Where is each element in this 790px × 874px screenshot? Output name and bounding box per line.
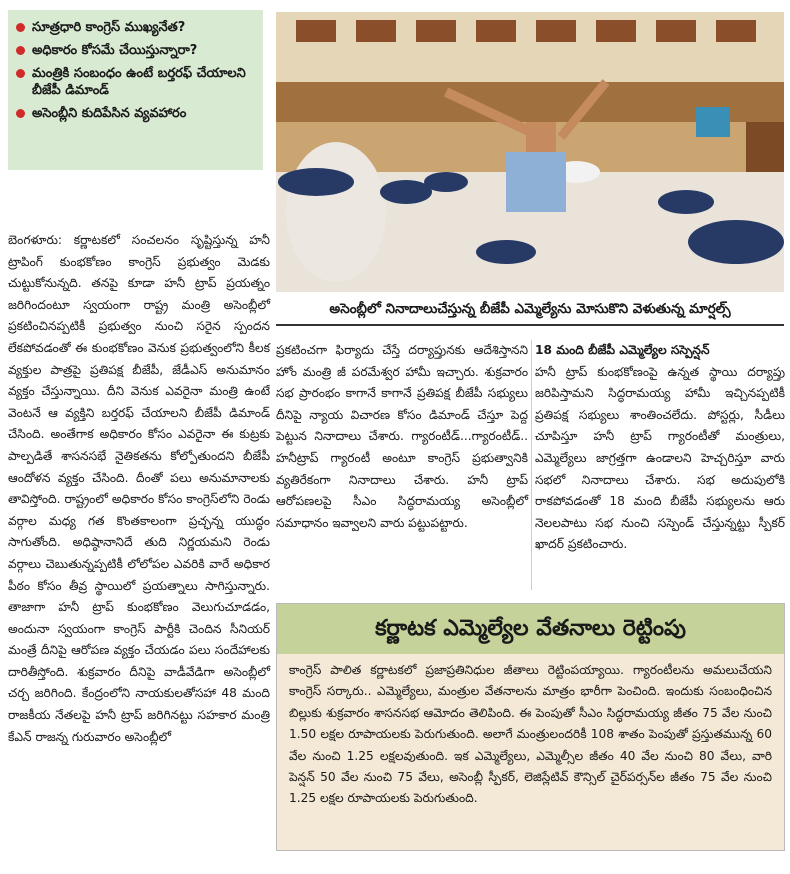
article-paragraph: హనీ ట్రాప్ కుంభకోణంపై ఉన్నత స్థాయి దర్యాప్తు జరిపిస్తామని సిద్ధరామయ్య హామీ ఇచ్చినప్పటికీ ప్రతిపక్ష సభ్యులు శాంతించలేదు. పోస్టర్లు, సీడీలు చూపిస్తూ హనీ ట్రాప్ గ్యారంటీతో మంత్రులు, ఎమ్మెల్యేలు జాగ్రత్తగా ఉండాలని హెచ్చరిస్తూ వారు సభలో నినాదాలు చేశారు. సభ అదుపులోకి రాకపోవడంతో 18 మంది బీజేపీ సభ్యులను ఆరు నెలలపాటు సభ నుంచి సస్పెండ్ చేస్తున్నట్టు స్పీకర్ ఖాదర్ ప్రకటించారు.: [535, 364, 785, 552]
subheading: 18 మంది బీజేపీ ఎమ్మెల్యేల సస్పెన్షన్: [535, 343, 710, 357]
bullet-dot-icon: [16, 23, 25, 32]
salary-hike-box: [276, 603, 785, 851]
box-body: కాంగ్రెస్ పాలిత కర్ణాటకలో ప్రజాప్రతినిధుల జీతాలు రెట్టింపయ్యాయి. గ్యారంటీలను అమలుచేయని కాంగ్రెస్ సర్కారు.. ఎమ్మెల్యేలు, మంత్రుల వేతనాలను మాత్రం భారీగా పెంచింది. ఇందుకు సంబంధించిన బిల్లుకు శుక్రవారం శాసనసభ ఆమోదం తెలిపింది. ఈ పెంపుతో సీఎం సిద్ధరామయ్య జీతం 75 వేల నుంచి 1.50 లక్షల రూపాయలకు పెరుగుతుంది. అలాగే మంత్రులందరికీ 108 శాతం పెంపుతో ప్రస్తుతమున్న 60 వేల నుంచి 1.25 లక్షలవుతుంది. ఇక ఎమ్మెల్యేలు, ఎమ్మెల్సీల జీతం 40 వేల నుంచి 80 వేలు, వారి పెన్షన్ 50 వేల నుంచి 75 వేలు, అసెంబ్లీ స్పీకర్, లెజిస్లేటివ్ కౌన్సిల్ చైర్‌పర్సన్‌ల జీతం 75 వేల నుంచి 1.25 లక్షల రూపాయలకు పెరుగుతుంది.: [277, 654, 784, 850]
box-title: కర్ణాటక ఎమ్మెల్యేల వేతనాలు రెట్టింపు: [277, 604, 784, 654]
bullet-dot-icon: [16, 69, 25, 78]
highlight-item: [8, 16, 263, 39]
article-column-3: [535, 340, 785, 556]
highlights-box: [8, 10, 263, 170]
highlight-text: అధికారం కోసమే చేయిస్తున్నారా?: [32, 43, 198, 58]
bullet-dot-icon: [16, 46, 25, 55]
article-paragraph: బెంగళూరు: కర్ణాటకలో సంచలనం సృష్టిస్తున్న హనీ ట్రాపింగ్ కుంభకోణం కాంగ్రెస్ ప్రభుత్వం మెడకు చుట్టుకోనున్నది. తనపై కూడా హనీ ట్రాప్ ప్రయత్నం జరిగిందంటూ స్వయంగా రాష్ట్ర మంత్రి అసెంబ్లీలో ప్రకటించినప్పటికీ ప్రభుత్వం నుంచి సరైన స్పందన లేకపోవడంతో ఈ కుంభకోణం వెనుక ప్రభుత్వంలోని కీలక వ్యక్తుల పాత్రపై ప్రతిపక్ష బీజేపీ, జేడీఎస్ అనుమానం వ్యక్తం చేస్తున్నాయి. దీని వెనుక ఎవరైనా మంత్రి ఉంటే వెంటనే ఆ వ్యక్తిని బర్తరఫ్ చేయాలని బీజేపీ డిమాండ్ చేసింది. అంతేగాక అధికారం కోసం ఎవరైనా ఈ కుట్రకు పాల్పడితే శాసనసభే నైతికతను కోల్పోతుందని బీజేపీ ఆందోళన వ్యక్తం చేసింది. దీంతో పలు అనుమానాలకు తావిస్తోంది. రాష్ట్రంలో అధికారం కోసం కాంగ్రెస్‌లోని రెండు వర్గాల మధ్య గత కొంతకాలంగా ప్రచ్ఛన్న యుద్ధం సాగుతోంది. అధిష్ఠానానిదే తుది నిర్ణయమని రెండు వర్గాలు చెబుతున్నప్పటికీ లోలోపల ఎవరికి వారే అధికార పీఠం కోసం తీవ్ర స్థాయిలో ప్రయత్నాలు సాగిస్తున్నారు. తాజాగా హనీ ట్రాప్ కుంభకోణం వెలుగుచూడడం, అందునా స్వయంగా కాంగ్రెస్ పార్టీకి చెందిన సీనియర్ మంత్రే దీనిపై ఆరోపణ వ్యక్తం చేయడం పలు సందేహాలకు దారితీస్తోంది. శుక్రవారం దీనిపై వాడీవేడిగా అసెంబ్లీలో చర్చ జరిగింది. కేంద్రంలోని నాయకులతోసహా 48 మంది రాజకీయ నేతలపై హనీ ట్రాప్ జరిగినట్టు సహకార మంత్రి కేఎన్ రాజన్న గురువారం అసెంబ్లీలో: [8, 233, 270, 744]
article-paragraph: ప్రకటించగా ఫిర్యాదు చేస్తే దర్యాప్తునకు ఆదేశిస్తానని హోం మంత్రి జీ పరమేశ్వర హామీ ఇచ్చారు. శుక్రవారం సభ ప్రారంభం కాగానే కాగానే ప్రతిపక్ష బీజేపీ సభ్యులు దీనిపై న్యాయ విచారణ కోసం డిమాండ్ చేస్తూ పెద్ద పెట్టున నినాదాలు చేశారు. గ్యారంటీడ్...గ్యారంటీడ్.. హనీట్రాప్ గ్యారంటీ అంటూ కాంగ్రెస్ ప్రభుత్వానికి వ్యతిరేకంగా నినాదాలు చేశారు. హనీ ట్రాప్ ఆరోపణలపై సీఎం సిద్ధరామయ్య అసెంబ్లీలో సమాధానం ఇవ్వాలని వారు పట్టుపట్టారు.: [276, 343, 528, 530]
highlight-text: మంత్రికి సంబంధం ఉంటే బర్తరఫ్ చేయాలని బీజేపీ డిమాండ్: [32, 66, 246, 98]
highlight-text: అసెంబ్లీని కుదిపేసిన వ్యవహారం: [32, 106, 187, 121]
article-column-1: [8, 230, 270, 748]
article-column-2: [276, 340, 528, 534]
assembly-photo: [276, 12, 784, 292]
highlight-item: [8, 39, 263, 62]
highlight-item: [8, 62, 263, 102]
assembly-photo-illustration: [276, 12, 784, 292]
column-divider: [531, 340, 532, 590]
highlight-text: సూత్రధారి కాంగ్రెస్ ముఖ్యనేత?: [32, 20, 186, 35]
photo-caption: అసెంబ్లీలో నినాదాలుచేస్తున్న బీజేపీ ఎమ్మెల్యేను మోసుకొని వెళుతున్న మార్షల్స్: [276, 294, 784, 326]
bullet-dot-icon: [16, 109, 25, 118]
highlight-item: [8, 102, 263, 125]
